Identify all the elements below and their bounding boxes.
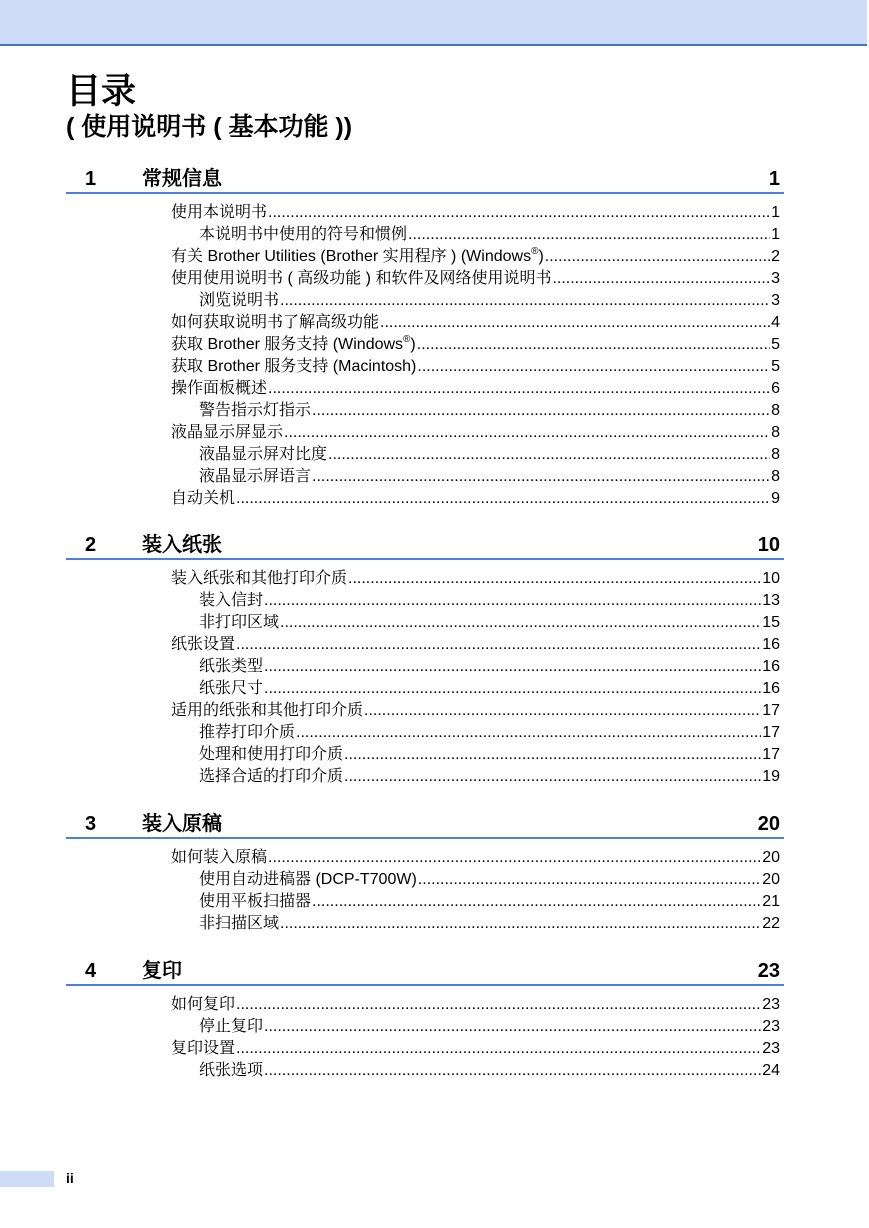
dot-leader: [552, 268, 770, 290]
toc-entry-text: 使用自动进稿器 (DCP-T700W): [199, 871, 417, 888]
toc-entry[interactable]: [66, 334, 784, 356]
toc-entry-text: 如何装入原稿: [171, 849, 268, 866]
toc-entry-text: 纸张尺寸: [199, 680, 264, 697]
chapter-title: 装入原稿: [142, 813, 222, 835]
chapter-page: 23: [757, 960, 780, 982]
footer-band: [0, 1171, 54, 1187]
dot-leader: [268, 847, 761, 869]
toc-entry-title: [199, 224, 407, 246]
chapter-number: 4: [85, 960, 97, 982]
dot-leader: [268, 378, 770, 400]
chapter-heading[interactable]: [66, 166, 784, 194]
toc-entry-title: [199, 891, 311, 913]
toc-entry-text-after: ): [538, 248, 544, 265]
toc-entry-text: 自动关机: [171, 490, 236, 507]
toc-entry-page: 10: [762, 570, 780, 587]
toc-entry[interactable]: [66, 994, 784, 1016]
toc-entry-text: 有关 Brother Utilities (Brother 实用程序 ) (Windows: [171, 248, 532, 265]
toc-entry-title: [199, 290, 279, 312]
toc-entry[interactable]: [66, 913, 784, 935]
toc-entry-title: [171, 378, 267, 400]
chapter-number: 2: [85, 534, 97, 556]
toc-entry-page: 17: [762, 746, 780, 763]
toc-entry-title: [171, 312, 379, 334]
toc-entry[interactable]: [66, 634, 784, 656]
toc-entry-text: 纸张选项: [199, 1062, 264, 1079]
toc-entry-page: 2: [771, 248, 780, 265]
page-number: ii: [66, 1170, 74, 1186]
toc-entry-text: 液晶显示屏语言: [199, 468, 312, 485]
toc-entry-text: 液晶显示屏对比度: [199, 446, 328, 463]
toc-entry-text: 如何获取说明书了解高级功能: [171, 314, 380, 331]
toc-entry-title: [199, 722, 295, 744]
toc-entry-title: [199, 1060, 263, 1082]
toc-entry-page: 5: [771, 358, 780, 375]
dot-leader: [264, 656, 761, 678]
dot-leader: [236, 634, 761, 656]
toc-entry-title: [199, 466, 311, 488]
toc-entry[interactable]: [66, 400, 784, 422]
toc-entry-page: 9: [771, 490, 780, 507]
toc-entry[interactable]: [66, 1060, 784, 1082]
toc-entry-title: [171, 700, 363, 722]
toc-entry-page: 4: [771, 314, 780, 331]
toc-entry-page: 17: [762, 702, 780, 719]
chapter-number: 1: [85, 168, 97, 190]
page-subtitle: ( 使用说明书 ( 基本功能 )): [66, 113, 353, 141]
dot-leader: [264, 678, 761, 700]
toc-entry[interactable]: [66, 268, 784, 290]
dot-leader: [408, 224, 770, 246]
chapter-2: [66, 532, 784, 788]
toc-entry-page: 23: [762, 996, 780, 1013]
toc-entry-page: 1: [771, 226, 780, 243]
toc-entry[interactable]: [66, 466, 784, 488]
dot-leader: [236, 488, 770, 510]
toc-entry[interactable]: [66, 700, 784, 722]
toc-entry-text: 液晶显示屏显示: [171, 424, 284, 441]
dot-leader: [264, 1016, 761, 1038]
dot-leader: [264, 590, 761, 612]
toc-entry-title: [199, 913, 279, 935]
toc-entry-title: [199, 744, 343, 766]
toc-entry-page: 8: [771, 402, 780, 419]
dot-leader: [545, 246, 770, 268]
toc-entry-text: 获取 Brother 服务支持 (Macintosh): [171, 358, 417, 375]
toc-entry-title: [199, 444, 327, 466]
toc-entry-title: [171, 568, 347, 590]
toc-entry-title: [199, 678, 263, 700]
toc-entry-page: 23: [762, 1018, 780, 1035]
toc-entry[interactable]: [66, 488, 784, 510]
toc-entry-page: 23: [762, 1040, 780, 1057]
toc-entry[interactable]: [66, 202, 784, 224]
dot-leader: [417, 356, 770, 378]
toc-entry-page: 16: [762, 658, 780, 675]
toc-entry-page: 8: [771, 468, 780, 485]
chapter-4: [66, 958, 784, 1082]
toc-entry[interactable]: [66, 1016, 784, 1038]
header-band: [0, 0, 867, 46]
dot-leader: [284, 422, 770, 444]
toc-entry-page: 20: [762, 849, 780, 866]
toc-entry-page: 21: [762, 893, 780, 910]
dot-leader: [344, 766, 761, 788]
toc-entry[interactable]: [66, 590, 784, 612]
toc-entries: [66, 568, 784, 788]
toc-entries: [66, 994, 784, 1082]
toc-entry-page: 3: [771, 270, 780, 287]
toc-entry[interactable]: [66, 722, 784, 744]
toc-entry-page: 8: [771, 446, 780, 463]
toc-entry-page: 5: [771, 336, 780, 353]
toc-entry-text: 停止复印: [199, 1018, 264, 1035]
toc-entry-text: 使用本说明书: [171, 204, 268, 221]
dot-leader: [312, 891, 761, 913]
chapter-heading[interactable]: [66, 958, 784, 986]
dot-leader: [417, 334, 770, 356]
dot-leader: [312, 466, 770, 488]
toc-entry-text: 非打印区域: [199, 614, 280, 631]
dot-leader: [348, 568, 761, 590]
toc-entry-text: 使用平板扫描器: [199, 893, 312, 910]
toc-entry-page: 20: [762, 871, 780, 888]
toc-entry[interactable]: [66, 847, 784, 869]
toc-entry-title: [199, 656, 263, 678]
toc-entry-page: 1: [771, 204, 780, 221]
toc-entry[interactable]: [66, 891, 784, 913]
toc-entry[interactable]: [66, 422, 784, 444]
toc-entry[interactable]: [66, 312, 784, 334]
chapter-page: 10: [757, 534, 780, 556]
toc-entry-title: [171, 847, 267, 869]
dot-leader: [380, 312, 770, 334]
toc-entry-text: 非扫描区域: [199, 915, 280, 932]
toc-entry[interactable]: [66, 678, 784, 700]
dot-leader: [280, 612, 761, 634]
toc-entry-page: 24: [762, 1062, 780, 1079]
dot-leader: [264, 1060, 761, 1082]
dot-leader: [296, 722, 761, 744]
toc-entry-title: [171, 422, 283, 444]
toc-entry-text: 纸张设置: [171, 636, 236, 653]
toc-entry-text: 选择合适的打印介质: [199, 768, 344, 785]
toc-entry-text: 适用的纸张和其他打印介质: [171, 702, 364, 719]
toc-entry-text: 本说明书中使用的符号和惯例: [199, 226, 408, 243]
toc-entry-text: 浏览说明书: [199, 292, 280, 309]
dot-leader: [418, 869, 761, 891]
toc-entry[interactable]: [66, 656, 784, 678]
chapter-number: 3: [85, 813, 97, 835]
toc-entry-text: 装入信封: [199, 592, 264, 609]
toc-entry-page: 15: [762, 614, 780, 631]
toc-entry-text: 复印设置: [171, 1040, 236, 1057]
dot-leader: [236, 994, 761, 1016]
toc-entry[interactable]: [66, 612, 784, 634]
toc-entries: [66, 202, 784, 510]
toc-entries: [66, 847, 784, 935]
dot-leader: [280, 913, 761, 935]
toc-entry-text: 处理和使用打印介质: [199, 746, 344, 763]
dot-leader: [268, 202, 770, 224]
chapter-title: 复印: [142, 960, 182, 982]
toc-entry[interactable]: [66, 356, 784, 378]
toc-entry-title: [199, 400, 311, 422]
toc-entry[interactable]: [66, 869, 784, 891]
toc-entry-title: [199, 612, 279, 634]
toc-entry-page: 6: [771, 380, 780, 397]
dot-leader: [236, 1038, 761, 1060]
toc-entry-title: [171, 356, 416, 378]
toc-entry-page: 22: [762, 915, 780, 932]
toc-entry-page: 16: [762, 636, 780, 653]
toc-entry-text: 装入纸张和其他打印介质: [171, 570, 348, 587]
chapter-heading[interactable]: [66, 532, 784, 560]
toc-entry-text: 如何复印: [171, 996, 236, 1013]
toc-entry[interactable]: [66, 568, 784, 590]
chapter-page: 20: [757, 813, 780, 835]
chapter-3: [66, 811, 784, 935]
toc-entry-page: 8: [771, 424, 780, 441]
toc-entry[interactable]: [66, 290, 784, 312]
chapter-page: 1: [768, 168, 780, 190]
toc-entry-text: 获取 Brother 服务支持 (Windows: [171, 336, 404, 353]
toc-entry-text: 纸张类型: [199, 658, 264, 675]
toc-entry-page: 13: [762, 592, 780, 609]
toc-entry-title: [199, 766, 343, 788]
toc-entry-page: 17: [762, 724, 780, 741]
toc-entry-title: [199, 1016, 263, 1038]
toc-entry-title: [171, 488, 235, 510]
page-title: 目录: [66, 72, 137, 111]
dot-leader: [280, 290, 770, 312]
toc-entry[interactable]: [66, 766, 784, 788]
chapter-heading[interactable]: [66, 811, 784, 839]
toc-entry-title: [199, 590, 263, 612]
toc-entry-title: [171, 1038, 235, 1060]
toc-entry-text: 使用使用说明书 ( 高级功能 ) 和软件及网络使用说明书: [171, 270, 552, 287]
toc-entry[interactable]: [66, 444, 784, 466]
dot-leader: [312, 400, 770, 422]
toc-entry-text: 警告指示灯指示: [199, 402, 312, 419]
toc-entry-title: [171, 994, 235, 1016]
toc-entry-page: 3: [771, 292, 780, 309]
chapter-title: 装入纸张: [142, 534, 222, 556]
toc-entry-title: [199, 869, 417, 891]
registered-mark: ®: [403, 334, 411, 345]
dot-leader: [344, 744, 761, 766]
toc-entry-text-after: ): [410, 336, 416, 353]
toc-entry-page: 19: [762, 768, 780, 785]
toc-entry[interactable]: [66, 1038, 784, 1060]
chapter-1: [66, 166, 784, 510]
dot-leader: [364, 700, 761, 722]
toc-entry-title: [171, 334, 416, 356]
toc-entry[interactable]: [66, 744, 784, 766]
registered-mark: ®: [531, 246, 539, 257]
toc-entry[interactable]: [66, 224, 784, 246]
toc-entry-title: [171, 268, 551, 290]
dot-leader: [328, 444, 770, 466]
toc-entry-title: [171, 634, 235, 656]
toc-entry[interactable]: [66, 378, 784, 400]
toc-entry-page: 16: [762, 680, 780, 697]
toc-entry-title: [171, 202, 267, 224]
toc-entry[interactable]: [66, 246, 784, 268]
toc-entry-title: [171, 246, 544, 268]
toc-entry-text: 推荐打印介质: [199, 724, 296, 741]
toc-entry-text: 操作面板概述: [171, 380, 268, 397]
chapter-title: 常规信息: [142, 168, 222, 190]
